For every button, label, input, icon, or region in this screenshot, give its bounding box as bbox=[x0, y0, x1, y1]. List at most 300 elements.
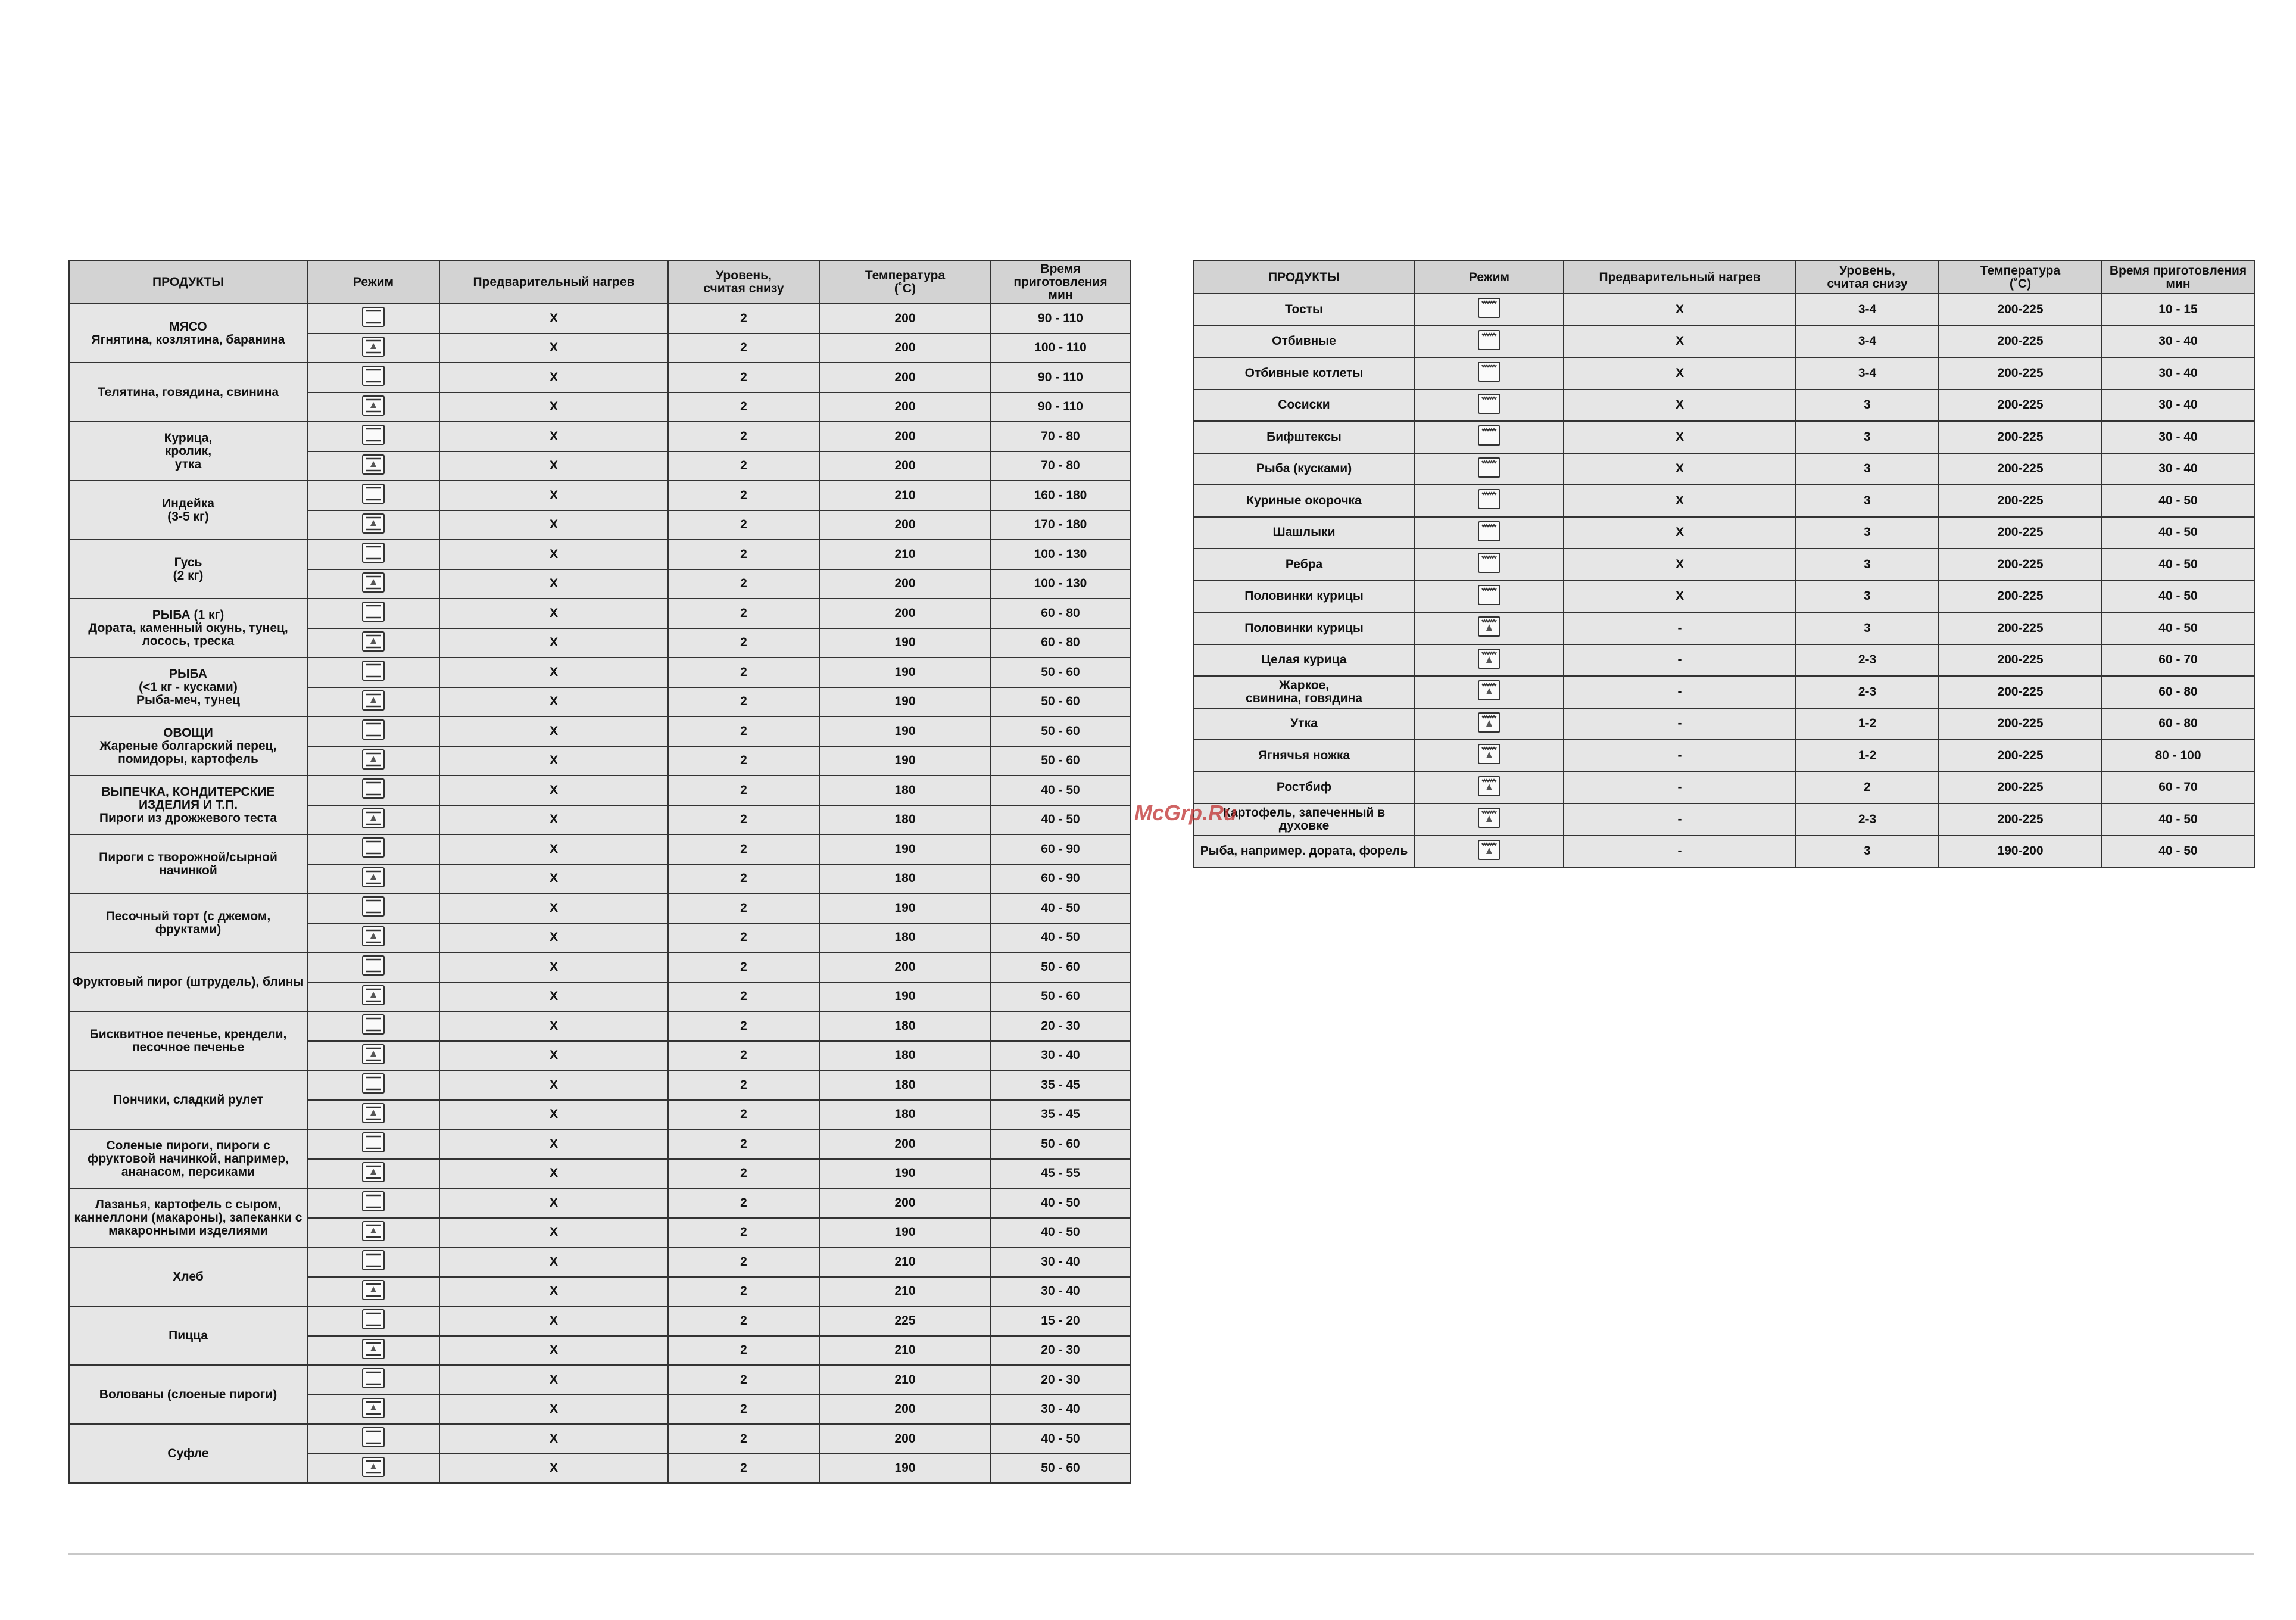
mode-cell bbox=[1415, 485, 1564, 517]
col-time: Время приготовления мин bbox=[2102, 261, 2254, 294]
time-cell: 40 - 50 bbox=[2102, 612, 2254, 644]
product-cell: Ребра bbox=[1193, 549, 1415, 581]
table-row bbox=[1193, 772, 2254, 804]
level-cell: 2 bbox=[668, 1011, 819, 1041]
preheat-cell: - bbox=[1564, 644, 1796, 677]
mode-cell bbox=[307, 599, 439, 628]
temperature-cell: 210 bbox=[819, 1336, 991, 1366]
col-mode: Режим bbox=[307, 261, 439, 304]
conventional-oven-icon bbox=[361, 542, 385, 566]
preheat-cell: X bbox=[439, 628, 668, 658]
temperature-cell: 190 bbox=[819, 1159, 991, 1189]
preheat-cell: X bbox=[439, 893, 668, 923]
time-cell: 100 - 130 bbox=[991, 569, 1130, 599]
level-cell: 2 bbox=[668, 1247, 819, 1277]
time-cell: 70 - 80 bbox=[991, 422, 1130, 451]
conventional-oven-icon bbox=[361, 1250, 385, 1274]
preheat-cell: X bbox=[439, 304, 668, 334]
table-row bbox=[1193, 453, 2254, 485]
level-cell: 3-4 bbox=[1796, 357, 1939, 390]
preheat-cell: X bbox=[439, 1070, 668, 1100]
fan-grill-icon bbox=[1477, 839, 1501, 864]
time-cell: 40 - 50 bbox=[991, 805, 1130, 835]
conventional-oven-icon bbox=[361, 955, 385, 979]
table-row bbox=[1193, 644, 2254, 677]
preheat-cell: X bbox=[439, 834, 668, 864]
fan-oven-icon bbox=[361, 808, 385, 832]
level-cell: 2 bbox=[668, 687, 819, 717]
level-cell: 2 bbox=[668, 451, 819, 481]
preheat-cell: X bbox=[439, 805, 668, 835]
time-cell: 90 - 110 bbox=[991, 304, 1130, 334]
time-cell: 90 - 110 bbox=[991, 363, 1130, 392]
fan-oven-icon bbox=[361, 985, 385, 1009]
mode-cell bbox=[307, 1129, 439, 1159]
footer-divider bbox=[68, 1553, 2254, 1555]
mode-cell bbox=[1415, 453, 1564, 485]
temperature-cell: 200 bbox=[819, 1424, 991, 1454]
col-temperature: Температура (˚С) bbox=[819, 261, 991, 304]
table-row bbox=[1193, 326, 2254, 358]
product-cell: Картофель, запеченный в духовке bbox=[1193, 803, 1415, 836]
mode-cell bbox=[307, 1424, 439, 1454]
temperature-cell: 190 bbox=[819, 687, 991, 717]
table-row bbox=[69, 775, 1130, 805]
table-row bbox=[69, 422, 1130, 451]
table-row bbox=[69, 304, 1130, 334]
grill-icon bbox=[1477, 361, 1501, 385]
table-row bbox=[1193, 390, 2254, 422]
mode-cell bbox=[307, 1306, 439, 1336]
temperature-cell: 180 bbox=[819, 1041, 991, 1071]
table-row bbox=[1193, 708, 2254, 740]
time-cell: 90 - 110 bbox=[991, 392, 1130, 422]
mode-cell bbox=[307, 952, 439, 982]
temperature-cell: 200-225 bbox=[1939, 357, 2102, 390]
level-cell: 2 bbox=[668, 923, 819, 953]
mode-cell bbox=[307, 334, 439, 363]
temperature-cell: 200-225 bbox=[1939, 326, 2102, 358]
product-cell: Лазанья, картофель с сыром, каннеллони (макароны), запеканки с макаронными изделиями bbox=[69, 1188, 307, 1247]
mode-cell bbox=[307, 893, 439, 923]
col-preheat: Предварительный нагрев bbox=[439, 261, 668, 304]
level-cell: 3 bbox=[1796, 612, 1939, 644]
product-cell: Половинки курицы bbox=[1193, 581, 1415, 613]
level-cell: 1-2 bbox=[1796, 740, 1939, 772]
table-row bbox=[69, 834, 1130, 864]
preheat-cell: X bbox=[439, 687, 668, 717]
grill-icon bbox=[1477, 457, 1501, 481]
product-cell: РЫБА (1 кг) Дората, каменный окунь, тунец, лосось, треска bbox=[69, 599, 307, 658]
grill-icon bbox=[1477, 584, 1501, 609]
conventional-oven-icon bbox=[361, 1309, 385, 1333]
grill-icon bbox=[1477, 552, 1501, 577]
watermark: McGrp.Ru bbox=[1134, 800, 1237, 825]
mode-cell bbox=[307, 1277, 439, 1307]
time-cell: 160 - 180 bbox=[991, 481, 1130, 510]
grill-icon bbox=[1477, 297, 1501, 322]
product-cell: Бисквитное печенье, крендели, песочное печенье bbox=[69, 1011, 307, 1070]
left-header-row bbox=[69, 261, 1130, 304]
preheat-cell: - bbox=[1564, 708, 1796, 740]
grill-icon bbox=[1477, 329, 1501, 354]
temperature-cell: 200 bbox=[819, 304, 991, 334]
temperature-cell: 200 bbox=[819, 334, 991, 363]
level-cell: 2 bbox=[668, 1041, 819, 1071]
table-row bbox=[69, 1129, 1130, 1159]
preheat-cell: X bbox=[439, 1424, 668, 1454]
level-cell: 2 bbox=[668, 510, 819, 540]
product-cell: Жаркое, свинина, говядина bbox=[1193, 676, 1415, 708]
temperature-cell: 200-225 bbox=[1939, 676, 2102, 708]
table-row bbox=[1193, 517, 2254, 549]
left-cooking-table bbox=[68, 260, 1131, 1484]
time-cell: 30 - 40 bbox=[991, 1395, 1130, 1425]
product-cell: Волованы (слоеные пироги) bbox=[69, 1365, 307, 1424]
preheat-cell: X bbox=[1564, 294, 1796, 326]
temperature-cell: 210 bbox=[819, 481, 991, 510]
conventional-oven-icon bbox=[361, 896, 385, 920]
product-cell: ВЫПЕЧКА, КОНДИТЕРСКИЕ ИЗДЕЛИЯ И Т.П. Пироги из дрожжевого теста bbox=[69, 775, 307, 834]
fan-oven-icon bbox=[361, 926, 385, 950]
level-cell: 2 bbox=[668, 893, 819, 923]
preheat-cell: X bbox=[439, 923, 668, 953]
mode-cell bbox=[307, 746, 439, 776]
preheat-cell: X bbox=[439, 1188, 668, 1218]
time-cell: 30 - 40 bbox=[991, 1041, 1130, 1071]
preheat-cell: X bbox=[439, 1159, 668, 1189]
time-cell: 60 - 80 bbox=[991, 599, 1130, 628]
level-cell: 2 bbox=[668, 304, 819, 334]
product-cell: Шашлыки bbox=[1193, 517, 1415, 549]
time-cell: 50 - 60 bbox=[991, 746, 1130, 776]
preheat-cell: X bbox=[439, 1395, 668, 1425]
table-row bbox=[1193, 676, 2254, 708]
preheat-cell: X bbox=[439, 1011, 668, 1041]
temperature-cell: 210 bbox=[819, 1365, 991, 1395]
temperature-cell: 210 bbox=[819, 1277, 991, 1307]
product-cell: Гусь (2 кг) bbox=[69, 540, 307, 599]
mode-cell bbox=[307, 1041, 439, 1071]
time-cell: 20 - 30 bbox=[991, 1336, 1130, 1366]
temperature-cell: 180 bbox=[819, 1011, 991, 1041]
time-cell: 50 - 60 bbox=[991, 716, 1130, 746]
preheat-cell: X bbox=[439, 1336, 668, 1366]
conventional-oven-icon bbox=[361, 1014, 385, 1038]
preheat-cell: X bbox=[1564, 453, 1796, 485]
fan-grill-icon bbox=[1477, 807, 1501, 831]
fan-grill-icon bbox=[1477, 775, 1501, 800]
time-cell: 30 - 40 bbox=[2102, 421, 2254, 453]
level-cell: 2 bbox=[668, 834, 819, 864]
mode-cell bbox=[307, 1159, 439, 1189]
mode-cell bbox=[307, 1365, 439, 1395]
preheat-cell: X bbox=[439, 1306, 668, 1336]
fan-oven-icon bbox=[361, 1043, 385, 1068]
level-cell: 3-4 bbox=[1796, 294, 1939, 326]
grill-icon bbox=[1477, 488, 1501, 513]
product-cell: Фруктовый пирог (штрудель), блины bbox=[69, 952, 307, 1011]
preheat-cell: - bbox=[1564, 836, 1796, 868]
time-cell: 50 - 60 bbox=[991, 658, 1130, 687]
temperature-cell: 190 bbox=[819, 982, 991, 1012]
time-cell: 40 - 50 bbox=[991, 893, 1130, 923]
mode-cell bbox=[307, 716, 439, 746]
temperature-cell: 200 bbox=[819, 451, 991, 481]
level-cell: 2 bbox=[668, 422, 819, 451]
temperature-cell: 190 bbox=[819, 893, 991, 923]
preheat-cell: X bbox=[439, 569, 668, 599]
temperature-cell: 180 bbox=[819, 775, 991, 805]
table-row bbox=[1193, 612, 2254, 644]
fan-oven-icon bbox=[361, 454, 385, 478]
time-cell: 50 - 60 bbox=[991, 687, 1130, 717]
table-row bbox=[1193, 485, 2254, 517]
conventional-oven-icon bbox=[361, 837, 385, 861]
time-cell: 40 - 50 bbox=[991, 1424, 1130, 1454]
mode-cell bbox=[307, 1336, 439, 1366]
time-cell: 20 - 30 bbox=[991, 1011, 1130, 1041]
table-row bbox=[69, 716, 1130, 746]
table-row bbox=[1193, 549, 2254, 581]
preheat-cell: - bbox=[1564, 676, 1796, 708]
mode-cell bbox=[307, 864, 439, 894]
time-cell: 40 - 50 bbox=[2102, 836, 2254, 868]
table-row bbox=[1193, 740, 2254, 772]
mode-cell bbox=[1415, 294, 1564, 326]
mode-cell bbox=[1415, 708, 1564, 740]
product-cell: Бифштексы bbox=[1193, 421, 1415, 453]
mode-cell bbox=[307, 510, 439, 540]
conventional-oven-icon bbox=[361, 1073, 385, 1097]
temperature-cell: 200-225 bbox=[1939, 390, 2102, 422]
temperature-cell: 190 bbox=[819, 716, 991, 746]
level-cell: 2 bbox=[668, 1070, 819, 1100]
level-cell: 2 bbox=[668, 392, 819, 422]
mode-cell bbox=[307, 628, 439, 658]
conventional-oven-icon bbox=[361, 1426, 385, 1451]
temperature-cell: 200-225 bbox=[1939, 740, 2102, 772]
time-cell: 30 - 40 bbox=[991, 1277, 1130, 1307]
level-cell: 2 bbox=[668, 1100, 819, 1130]
time-cell: 40 - 50 bbox=[991, 1218, 1130, 1248]
level-cell: 2 bbox=[668, 569, 819, 599]
preheat-cell: X bbox=[439, 481, 668, 510]
level-cell: 2 bbox=[668, 775, 819, 805]
time-cell: 35 - 45 bbox=[991, 1070, 1130, 1100]
preheat-cell: X bbox=[439, 1277, 668, 1307]
level-cell: 2 bbox=[668, 1218, 819, 1248]
time-cell: 40 - 50 bbox=[991, 775, 1130, 805]
conventional-oven-icon bbox=[361, 1367, 385, 1392]
mode-cell bbox=[1415, 421, 1564, 453]
level-cell: 2 bbox=[668, 1188, 819, 1218]
mode-cell bbox=[307, 834, 439, 864]
table-row bbox=[69, 1424, 1130, 1454]
fan-oven-icon bbox=[361, 690, 385, 714]
time-cell: 40 - 50 bbox=[2102, 517, 2254, 549]
table-row bbox=[69, 1070, 1130, 1100]
time-cell: 60 - 80 bbox=[2102, 708, 2254, 740]
time-cell: 40 - 50 bbox=[991, 1188, 1130, 1218]
temperature-cell: 200-225 bbox=[1939, 772, 2102, 804]
fan-grill-icon bbox=[1477, 648, 1501, 672]
mode-cell bbox=[307, 1070, 439, 1100]
conventional-oven-icon bbox=[361, 365, 385, 390]
level-cell: 2 bbox=[668, 334, 819, 363]
level-cell: 2 bbox=[668, 599, 819, 628]
product-cell: Суфле bbox=[69, 1424, 307, 1483]
product-cell: Телятина, говядина, свинина bbox=[69, 363, 307, 422]
product-cell: Отбивные котлеты bbox=[1193, 357, 1415, 390]
level-cell: 2 bbox=[668, 1336, 819, 1366]
temperature-cell: 200-225 bbox=[1939, 453, 2102, 485]
product-cell: Сосиски bbox=[1193, 390, 1415, 422]
time-cell: 100 - 130 bbox=[991, 540, 1130, 569]
time-cell: 30 - 40 bbox=[2102, 453, 2254, 485]
preheat-cell: X bbox=[439, 952, 668, 982]
conventional-oven-icon bbox=[361, 306, 385, 331]
temperature-cell: 200-225 bbox=[1939, 421, 2102, 453]
product-cell: Пицца bbox=[69, 1306, 307, 1365]
grill-icon bbox=[1477, 393, 1501, 418]
temperature-cell: 200 bbox=[819, 1188, 991, 1218]
level-cell: 3 bbox=[1796, 390, 1939, 422]
time-cell: 40 - 50 bbox=[991, 923, 1130, 953]
temperature-cell: 180 bbox=[819, 864, 991, 894]
mode-cell bbox=[307, 392, 439, 422]
preheat-cell: X bbox=[439, 864, 668, 894]
fan-oven-icon bbox=[361, 631, 385, 655]
time-cell: 60 - 90 bbox=[991, 834, 1130, 864]
table-row bbox=[1193, 294, 2254, 326]
fan-oven-icon bbox=[361, 867, 385, 891]
time-cell: 45 - 55 bbox=[991, 1159, 1130, 1189]
mode-cell bbox=[1415, 644, 1564, 677]
mode-cell bbox=[307, 687, 439, 717]
temperature-cell: 210 bbox=[819, 1247, 991, 1277]
col-time: Время приготовления мин bbox=[991, 261, 1130, 304]
level-cell: 2 bbox=[668, 1424, 819, 1454]
fan-oven-icon bbox=[361, 1397, 385, 1422]
level-cell: 2 bbox=[668, 1277, 819, 1307]
preheat-cell: X bbox=[439, 1129, 668, 1159]
time-cell: 40 - 50 bbox=[2102, 803, 2254, 836]
preheat-cell: - bbox=[1564, 772, 1796, 804]
mode-cell bbox=[1415, 549, 1564, 581]
time-cell: 170 - 180 bbox=[991, 510, 1130, 540]
fan-oven-icon bbox=[361, 1338, 385, 1363]
time-cell: 60 - 70 bbox=[2102, 644, 2254, 677]
level-cell: 3 bbox=[1796, 581, 1939, 613]
level-cell: 2 bbox=[668, 982, 819, 1012]
temperature-cell: 210 bbox=[819, 540, 991, 569]
conventional-oven-icon bbox=[361, 601, 385, 625]
mode-cell bbox=[1415, 740, 1564, 772]
time-cell: 30 - 40 bbox=[2102, 390, 2254, 422]
mode-cell bbox=[1415, 326, 1564, 358]
preheat-cell: X bbox=[1564, 549, 1796, 581]
time-cell: 60 - 70 bbox=[2102, 772, 2254, 804]
product-cell: Песочный торт (с джемом, фруктами) bbox=[69, 893, 307, 952]
mode-cell bbox=[1415, 357, 1564, 390]
mode-cell bbox=[1415, 676, 1564, 708]
mode-cell bbox=[307, 923, 439, 953]
mode-cell bbox=[1415, 517, 1564, 549]
preheat-cell: X bbox=[1564, 326, 1796, 358]
time-cell: 60 - 90 bbox=[991, 864, 1130, 894]
mode-cell bbox=[307, 363, 439, 392]
col-temperature: Температура (˚С) bbox=[1939, 261, 2102, 294]
time-cell: 30 - 40 bbox=[2102, 326, 2254, 358]
temperature-cell: 200-225 bbox=[1939, 581, 2102, 613]
preheat-cell: X bbox=[439, 363, 668, 392]
temperature-cell: 200-225 bbox=[1939, 294, 2102, 326]
preheat-cell: X bbox=[439, 982, 668, 1012]
col-preheat: Предварительный нагрев bbox=[1564, 261, 1796, 294]
mode-cell bbox=[1415, 612, 1564, 644]
level-cell: 3 bbox=[1796, 836, 1939, 868]
table-row bbox=[69, 481, 1130, 510]
mode-cell bbox=[307, 1218, 439, 1248]
temperature-cell: 200-225 bbox=[1939, 549, 2102, 581]
temperature-cell: 180 bbox=[819, 1100, 991, 1130]
preheat-cell: X bbox=[439, 1454, 668, 1484]
time-cell: 20 - 30 bbox=[991, 1365, 1130, 1395]
fan-oven-icon bbox=[361, 513, 385, 537]
temperature-cell: 190-200 bbox=[1939, 836, 2102, 868]
product-cell: Куриные окорочка bbox=[1193, 485, 1415, 517]
mode-cell bbox=[1415, 390, 1564, 422]
col-level: Уровень, считая снизу bbox=[1796, 261, 1939, 294]
time-cell: 80 - 100 bbox=[2102, 740, 2254, 772]
mode-cell bbox=[307, 422, 439, 451]
level-cell: 2 bbox=[668, 628, 819, 658]
preheat-cell: X bbox=[439, 1247, 668, 1277]
table-row bbox=[1193, 803, 2254, 836]
table-row bbox=[69, 540, 1130, 569]
table-row bbox=[69, 952, 1130, 982]
temperature-cell: 200 bbox=[819, 1129, 991, 1159]
time-cell: 40 - 50 bbox=[2102, 549, 2254, 581]
level-cell: 3 bbox=[1796, 549, 1939, 581]
level-cell: 3 bbox=[1796, 485, 1939, 517]
product-cell: Пончики, сладкий рулет bbox=[69, 1070, 307, 1129]
fan-grill-icon bbox=[1477, 712, 1501, 736]
temperature-cell: 200 bbox=[819, 422, 991, 451]
preheat-cell: X bbox=[439, 451, 668, 481]
preheat-cell: X bbox=[439, 716, 668, 746]
level-cell: 2 bbox=[668, 805, 819, 835]
mode-cell bbox=[307, 1247, 439, 1277]
level-cell: 2-3 bbox=[1796, 644, 1939, 677]
product-cell: Утка bbox=[1193, 708, 1415, 740]
mode-cell bbox=[307, 304, 439, 334]
table-row bbox=[1193, 357, 2254, 390]
preheat-cell: X bbox=[439, 1218, 668, 1248]
level-cell: 2 bbox=[668, 1159, 819, 1189]
level-cell: 2 bbox=[668, 658, 819, 687]
temperature-cell: 190 bbox=[819, 746, 991, 776]
preheat-cell: X bbox=[439, 1365, 668, 1395]
time-cell: 60 - 80 bbox=[2102, 676, 2254, 708]
fan-grill-icon bbox=[1477, 743, 1501, 768]
preheat-cell: X bbox=[1564, 421, 1796, 453]
mode-cell bbox=[307, 481, 439, 510]
col-products: ПРОДУКТЫ bbox=[1193, 261, 1415, 294]
fan-oven-icon bbox=[361, 1220, 385, 1245]
product-cell: Тосты bbox=[1193, 294, 1415, 326]
